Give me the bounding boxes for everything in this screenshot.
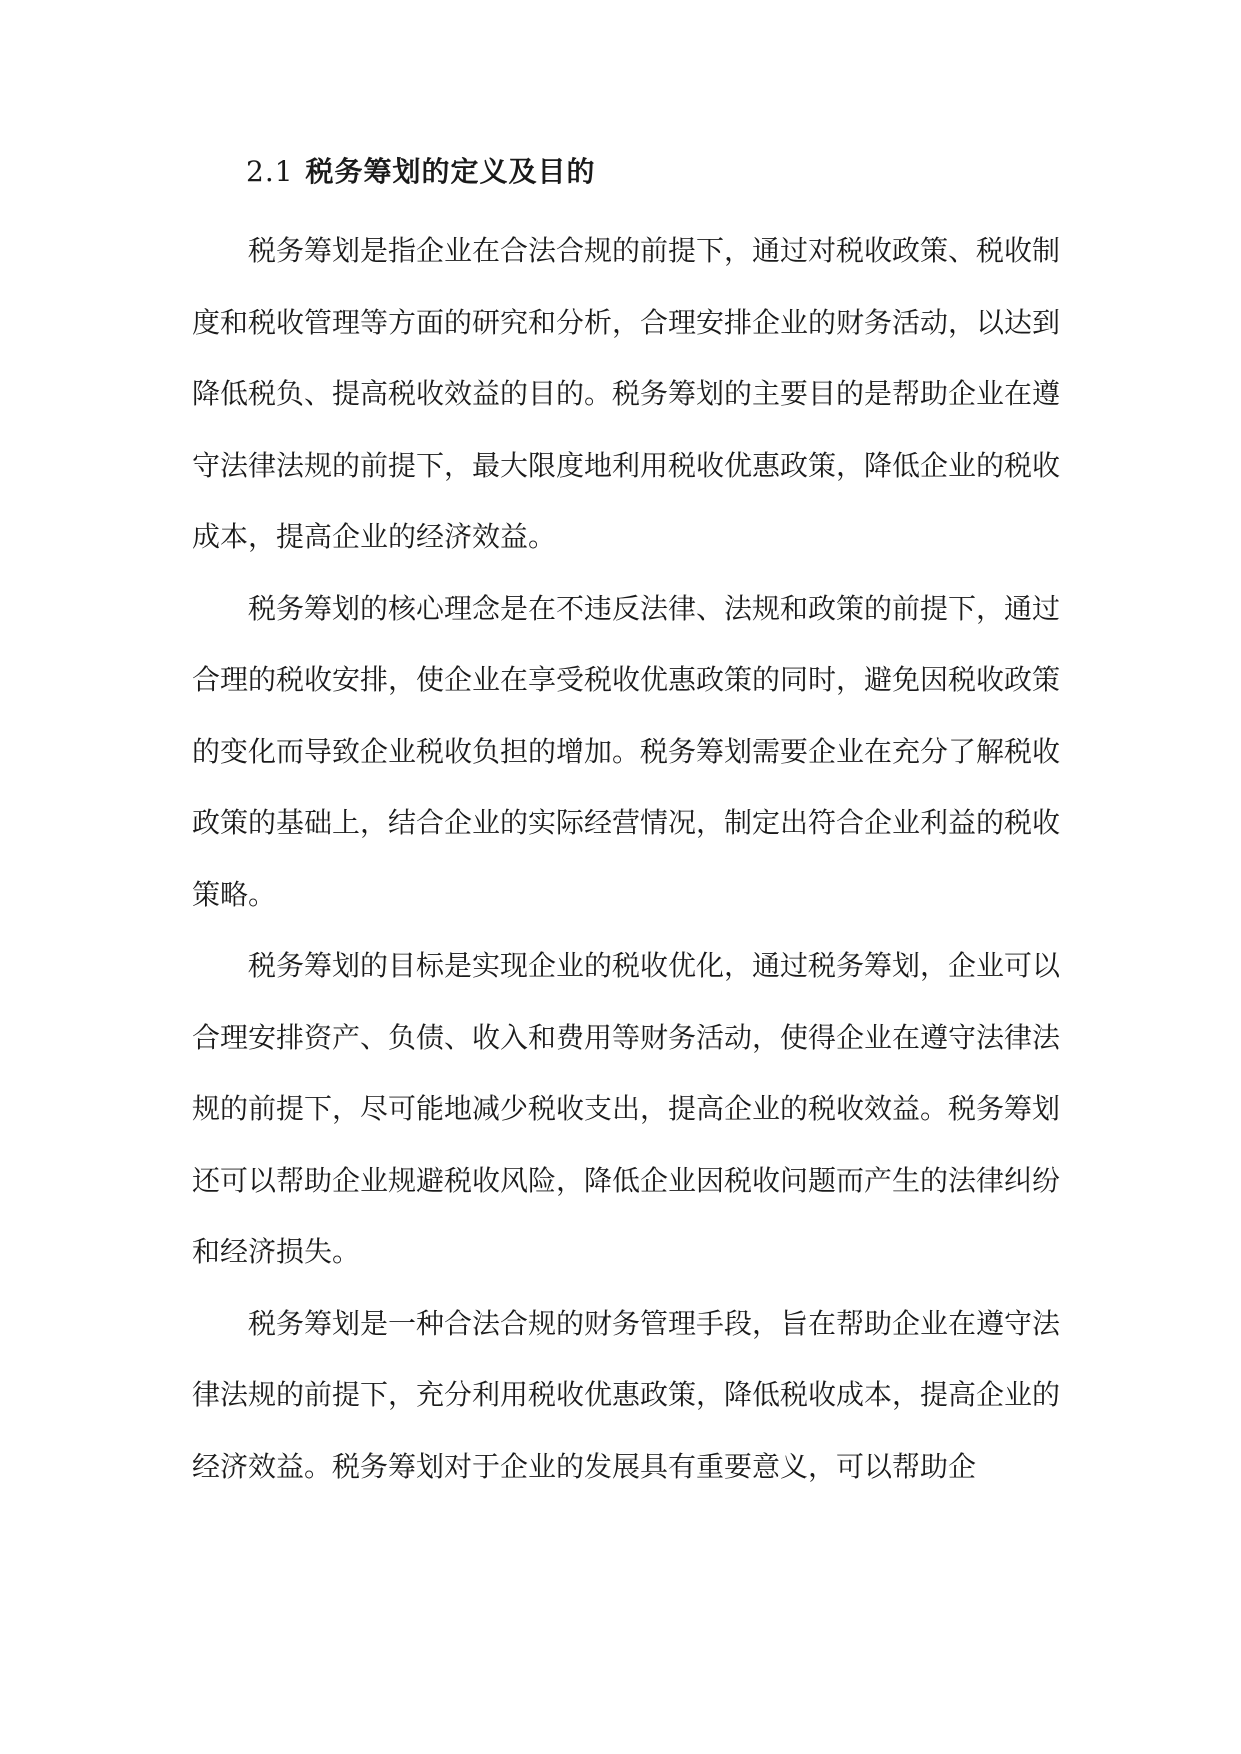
paragraph-1: 税务筹划是指企业在合法合规的前提下，通过对税收政策、税收制度和税收管理等方面的研究和分析，合理安排企业的财务活动，以达到降低税负、提高税收效益的目的。税务筹划的主要目的是帮助企业在遵守法律法规的前提下，最大限度地利用税收优惠政策，降低企业的税收成本，提高企业的经济效益。 <box>192 234 1061 553</box>
section-number: 2.1 <box>246 155 294 188</box>
section-heading <box>246 152 596 192</box>
paragraph-3: 税务筹划的目标是实现企业的税收优化，通过税务筹划，企业可以合理安排资产、负债、收入和费用等财务活动，使得企业在遵守法律法规的前提下，尽可能地减少税收支出，提高企业的税收效益。税务筹划还可以帮助企业规避税收风险，降低企业因税收问题而产生的法律纠纷和经济损失。 <box>192 949 1061 1268</box>
body-text <box>192 215 1060 1502</box>
paragraph-2: 税务筹划的核心理念是在不违反法律、法规和政策的前提下，通过合理的税收安排，使企业在享受税收优惠政策的同时，避免因税收政策的变化而导致企业税收负担的增加。税务筹划需要企业在充分了解税收政策的基础上，结合企业的实际经营情况，制定出符合企业利益的税收策略。 <box>192 591 1061 911</box>
paragraph-4: 税务筹划是一种合法合规的财务管理手段，旨在帮助企业在遵守法律法规的前提下，充分利用税收优惠政策，降低税收成本，提高企业的经济效益。税务筹划对于企业的发展具有重要意义，可以帮助企 <box>192 1306 1061 1483</box>
section-title: 税务筹划的定义及目的 <box>305 155 596 188</box>
